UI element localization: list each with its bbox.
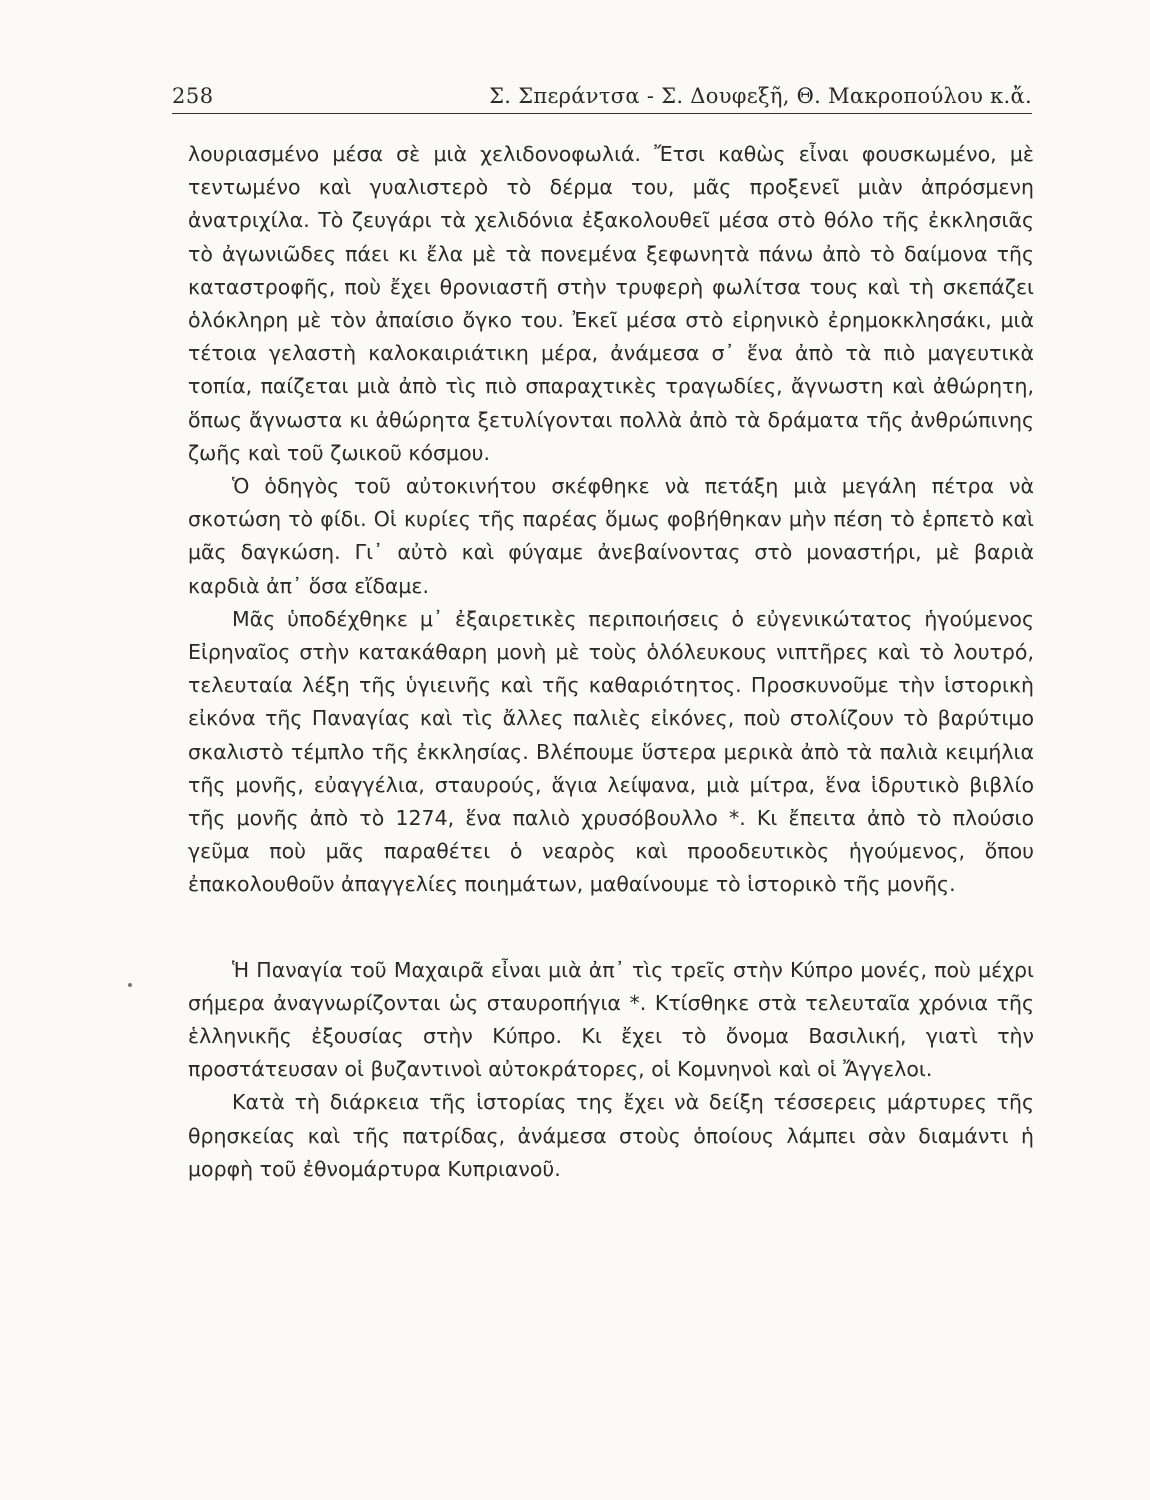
section-break — [188, 902, 1034, 954]
page-number: 258 — [172, 84, 214, 108]
paper-speck — [128, 983, 132, 987]
paragraph-continued: λουριασμένο μέσα σὲ μιὰ χελιδονοφωλιά. Ἔτσι καθὼς εἶναι φουσκωμένο, μὲ τεντωμένο καὶ γυαλιστερὸ τὸ δέρμα του, μᾶς προξενεῖ μιὰν ἀπρόσμενη ἀνατριχίλα. Τὸ ζευγάρι τὰ χελιδόνια ἐξακολουθεῖ μέσα στὸ θόλο τῆς ἐκκλησιᾶς τὸ ἀγωνιῶδες πάει κι ἔλα μὲ τὰ πονεμένα ξεφωνητὰ πάνω ἀπὸ τὸ δαίμονα τῆς καταστροφῆς, ποὺ ἔχει θρονιαστῆ στὴν τρυφερὴ φωλίτσα τους καὶ τὴ σκεπάζει ὁλόκληρη μὲ τὸν ἀπαίσιο ὄγκο του. Ἐκεῖ μέσα στὸ εἰρηνικὸ ἐρημοκκλησάκι, μιὰ τέτοια γελαστὴ καλοκαιριάτικη μέρα, ἀνάμεσα σ᾽ ἕνα ἀπὸ τὰ πιὸ μαγευτικὰ τοπία, παίζεται μιὰ ἀπὸ τὶς πιὸ σπαραχτικὲς τραγωδίες, ἄγνωστη καὶ ἀθώρητη, ὅπως ἄγνωστα κι ἀθώρητα ξετυλίγονται πολλὰ ἀπὸ τὰ δράματα τῆς ἀνθρώπινης ζωῆς καὶ τοῦ ζωικοῦ κόσμου. — [188, 142, 1034, 465]
page-header — [172, 70, 1032, 108]
paragraph-machairas: Ἡ Παναγία τοῦ Μαχαιρᾶ εἶναι μιὰ ἀπ᾽ τὶς τρεῖς στὴν Κύπρο μονές, ποὺ μέχρι σήμερα ἀναγνωρίζονται ὡς σταυροπήγια *. Κτίσθηκε στὰ τελευταῖα χρόνια τῆς ἑλληνικῆς ἐξουσίας στὴν Κύπρο. Κι ἔχει τὸ ὄνομα Βασιλική, γιατὶ τὴν προστάτευσαν οἱ βυζαντινοὶ αὐτοκράτορες, οἱ Κομνηνοὶ καὶ οἱ Ἄγγελοι. — [188, 957, 1034, 1082]
paragraph-martyrs: Κατὰ τὴ διάρκεια τῆς ἱστορίας της ἔχει νὰ δείξη τέσσερεις μάρτυρες τῆς θρησκείας καὶ τῆς πατρίδας, ἀνάμεσα στοὺς ὁποίους λάμπει σὰν διαμάντι ἡ μορφὴ τοῦ ἐθνομάρτυρα Κυπριανοῦ. — [188, 1090, 1034, 1181]
running-head: Σ. Σπεράντσα - Σ. Δουφεξῆ, Θ. Μακροπούλου κ.ἄ. — [489, 84, 1032, 108]
header-rule — [172, 113, 1032, 114]
paragraph-driver: Ὁ ὁδηγὸς τοῦ αὐτοκινήτου σκέφθηκε νὰ πετάξη μιὰ μεγάλη πέτρα νὰ σκοτώση τὸ φίδι. Οἱ κυρίες τῆς παρέας ὅμως φοβήθηκαν μὴν πέση τὸ ἑρπετὸ καὶ μᾶς δαγκώση. Γι᾽ αὐτὸ καὶ φύγαμε ἀνεβαίνοντας στὸ μοναστήρι, μὲ βαριὰ καρδιὰ ἀπ᾽ ὅσα εἴδαμε. — [188, 474, 1034, 598]
paragraph-abbot: Μᾶς ὑποδέχθηκε μ᾽ ἐξαιρετικὲς περιποιήσεις ὁ εὐγενικώτατος ἡγούμενος Εἰρηναῖος στὴν κατακάθαρη μονὴ μὲ τοὺς ὁλόλευκους νιπτῆρες καὶ τὸ λουτρό, τελευταία λέξη τῆς ὑγιεινῆς καὶ τῆς καθαριότητος. Προσκυνοῦμε τὴν ἱστορικὴ εἰκόνα τῆς Παναγίας καὶ τὶς ἄλλες παλιὲς εἰκόνες, ποὺ στολίζουν τὸ βαρύτιμο σκαλιστὸ τέμπλο τῆς ἐκκλησίας. Βλέπουμε ὕστερα μερικὰ ἀπὸ τὰ παλιὰ κειμήλια τῆς μονῆς, εὐαγγέλια, σταυρούς, ἅγια λείψανα, μιὰ μίτρα, ἕνα ἱδρυτικὸ βιβλίο τῆς μονῆς ἀπὸ τὸ 1274, ἕνα παλιὸ χρυσόβουλλο *. Κι ἔπειτα ἀπὸ τὸ πλούσιο γεῦμα ποὺ μᾶς παραθέτει ὁ νεαρὸς καὶ προοδευτικὸς ἡγούμενος, ὅπου ἐπακολουθοῦν ἀπαγγελίες ποιημάτων, μαθαίνουμε τὸ ἱστορικὸ τῆς μονῆς. — [188, 606, 1034, 897]
body-text — [188, 138, 1034, 1186]
